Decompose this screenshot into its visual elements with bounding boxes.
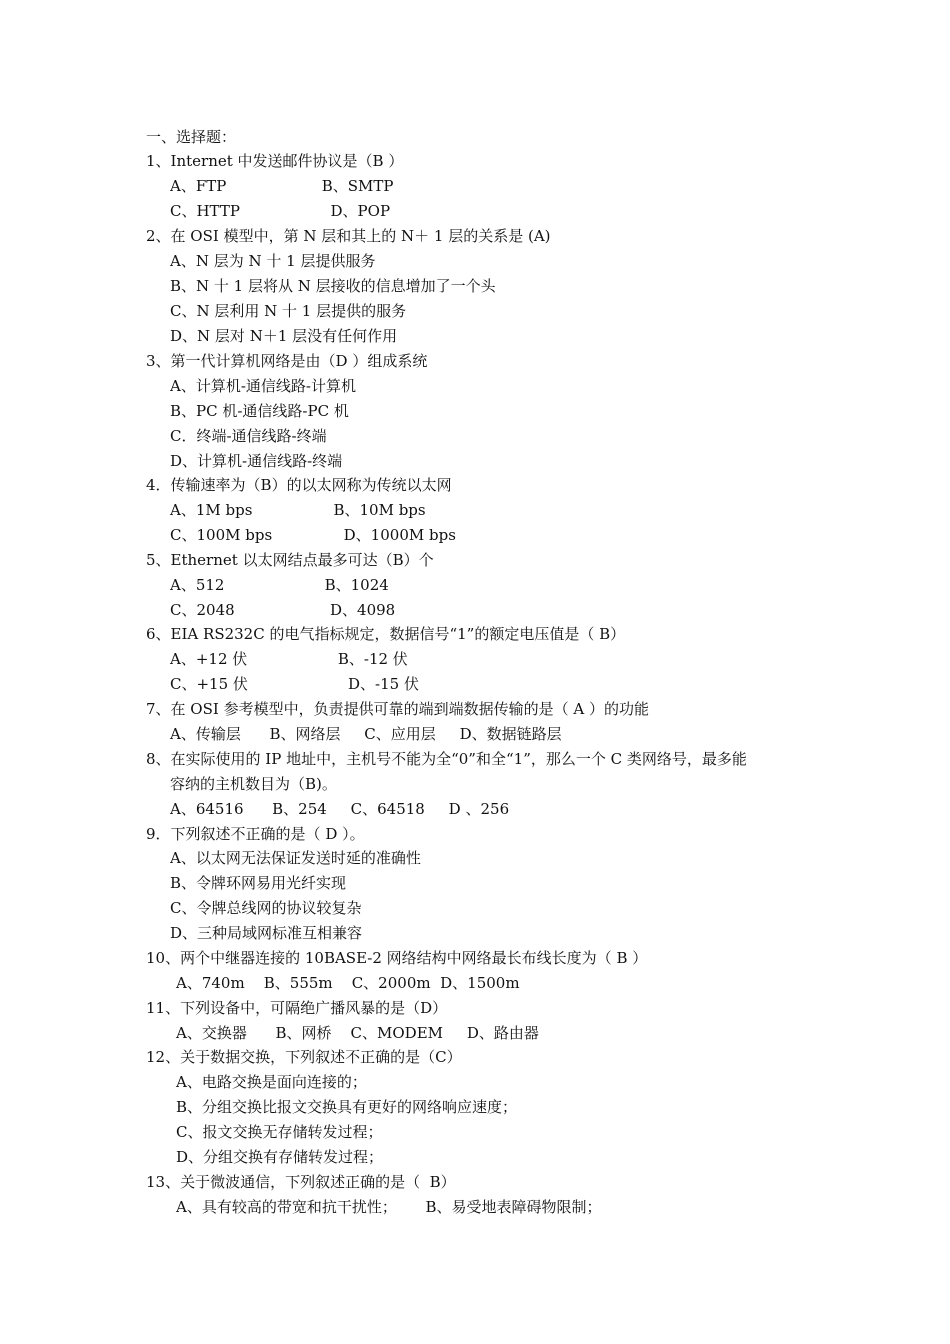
question-4-options-ab: A、1M bps B、10M bps [170,501,426,519]
question-2-option-a: A、N 层为 N 十 1 层提供服务 [170,252,376,270]
question-9-option-b: B、令牌环网易用光纤实现 [170,874,347,892]
question-2: 2、在 OSI 模型中，第 N 层和其上的 N＋ 1 层的关系是 (A) [146,227,551,245]
question-4-options-cd: C、100M bps D、1000M bps [170,526,456,544]
question-7-options: A、传输层 B、网络层 C、应用层 D、数据链路层 [170,725,562,743]
question-2-option-b: B、N 十 1 层将从 N 层接收的信息增加了一个头 [170,277,496,295]
question-5-options-cd: C、2048 D、4098 [170,601,396,619]
question-10-options: A、740m B、555m C、2000m D、1500m [176,974,520,992]
question-9-option-d: D、三种局域网标准互相兼容 [170,924,363,942]
question-2-option-d: D、N 层对 N＋1 层没有任何作用 [170,327,398,345]
question-12-option-b: B、分组交换比报文交换具有更好的网络响应速度； [176,1098,518,1116]
question-3-option-a: A、计算机-通信线路-计算机 [170,377,356,395]
question-6-options-cd: C、+15 伏 D、-15 伏 [170,675,419,693]
question-3: 3、第一代计算机网络是由（D ）组成系统 [146,352,428,370]
question-11-options: A、交换器 B、网桥 C、MODEM D、路由器 [176,1024,539,1042]
question-1-options-cd: C、HTTP D、POP [170,202,391,220]
question-1-options-ab: A、FTP B、SMTP [170,177,394,195]
question-6-options-ab: A、+12 伏 B、-12 伏 [170,650,408,668]
question-3-option-c: C．终端-通信线路-终端 [170,427,327,445]
question-3-option-d: D、计算机-通信线路-终端 [170,452,343,470]
question-8-options: A、64516 B、254 C、64518 D 、256 [170,800,510,818]
question-6: 6、EIA RS232C 的电气指标规定，数据信号“1”的额定电压值是（ B） [146,625,626,643]
question-12-option-a: A、电路交换是面向连接的； [176,1073,367,1091]
question-3-option-b: B、PC 机-通信线路-PC 机 [170,402,349,420]
question-12-option-c: C、报文交换无存储转发过程； [176,1123,383,1141]
question-11: 11、下列设备中，可隔绝广播风暴的是（D） [146,999,448,1017]
question-8: 8、在实际使用的 IP 地址中，主机号不能为全“0”和全“1”，那么一个 C 类网络号，最多能 [146,750,747,768]
question-9: 9．下列叙述不正确的是（ D ）。 [146,825,365,843]
question-2-option-c: C、N 层利用 N 十 1 层提供的服务 [170,302,407,320]
question-13: 13、关于微波通信，下列叙述正确的是（ B） [146,1173,456,1191]
section-title: 一、选择题： [146,128,237,146]
question-10: 10、两个中继器连接的 10BASE-2 网络结构中网络最长布线长度为（ B ） [146,949,648,967]
question-9-option-a: A、以太网无法保证发送时延的准确性 [170,849,421,867]
question-5: 5、Ethernet 以太网结点最多可达（B）个 [146,551,434,569]
question-1: 1、Internet 中发送邮件协议是（B ） [146,152,404,170]
question-4: 4．传输速率为（B）的以太网称为传统以太网 [146,476,452,494]
question-12-option-d: D、分组交换有存储转发过程； [176,1148,384,1166]
question-7: 7、在 OSI 参考模型中，负责提供可靠的端到端数据传输的是（ A ）的功能 [146,700,649,718]
question-8-continued: 容纳的主机数目为（B)。 [170,775,337,793]
question-5-options-ab: A、512 B、1024 [170,576,389,594]
question-9-option-c: C、令牌总线网的协议较复杂 [170,899,362,917]
question-12: 12、关于数据交换，下列叙述不正确的是（C） [146,1048,462,1066]
question-13-options-ab: A、具有较高的带宽和抗干扰性； B、易受地表障碍物限制； [176,1198,602,1216]
